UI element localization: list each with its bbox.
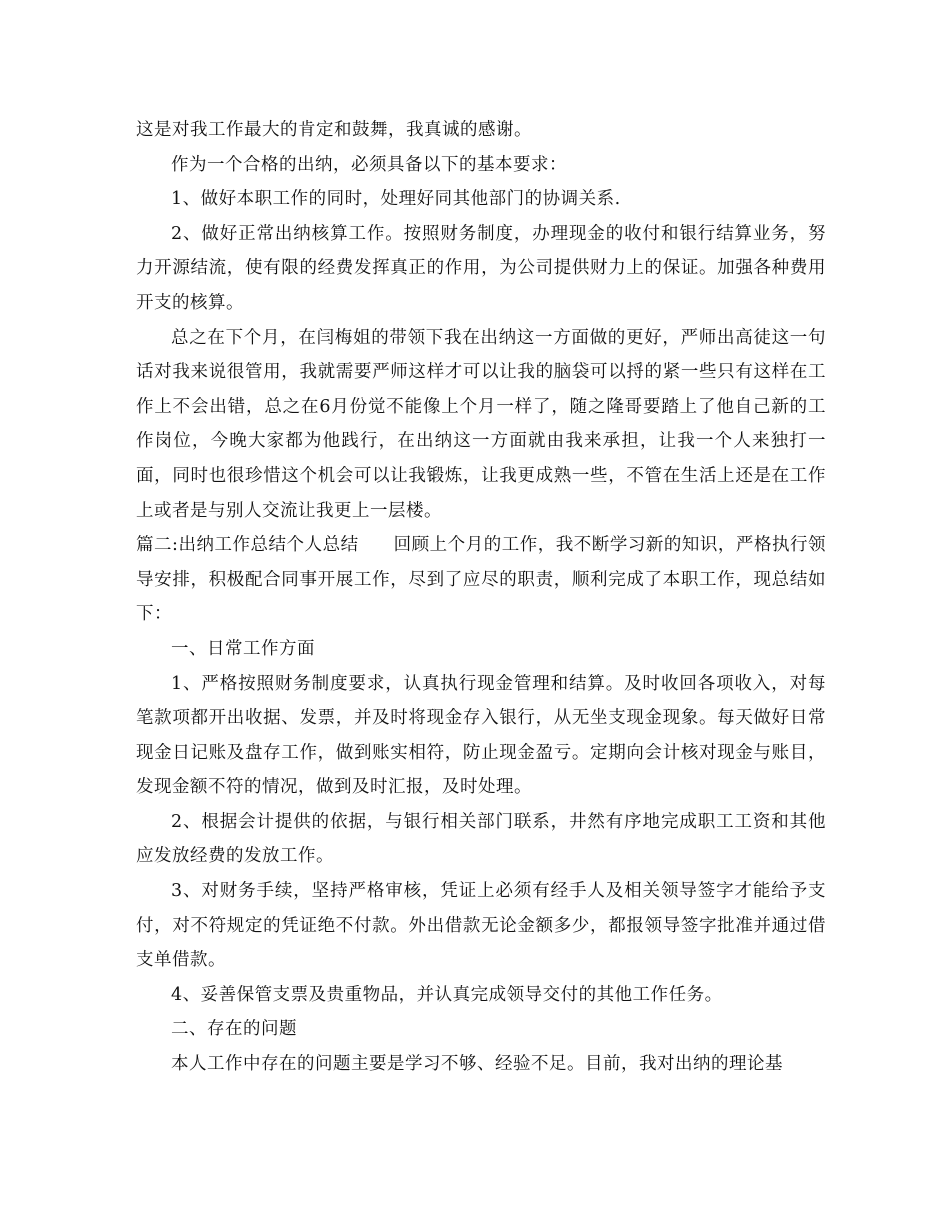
paragraph-daily-2: 2、根据会计提供的依据，与银行相关部门联系，井然有序地完成职工工资和其他应发放经费的发放工作。 bbox=[136, 811, 826, 867]
paragraph-daily-4: 4、妥善保管支票及贵重物品，并认真完成领导交付的其他工作任务。 bbox=[171, 984, 723, 1005]
paragraph-continuation: 这是对我工作最大的肯定和鼓舞，我真诚的感谢。 bbox=[136, 120, 532, 140]
section-title: 篇二:出纳工作总结个人总结 bbox=[136, 535, 359, 556]
paragraph-daily-1: 1、严格按照财务制度要求，认真执行现金管理和结算。及时收回各项收入，对每笔款项都开出收据、发票，并及时将现金存入银行，从无坐支现金现象。每天做好日常现金日记账及盘存工作，做到账实相符，防止现金盈亏。定期向会计核对现金与账目，发现金额不符的情况，做到及时汇报，及时处理。 bbox=[136, 673, 826, 798]
section-two-heading-paragraph bbox=[136, 528, 826, 632]
paragraph-problems: 本人工作中存在的问题主要是学习不够、经验不足。目前，我对出纳的理论基 bbox=[171, 1054, 783, 1075]
paragraph-daily-3: 3、对财务手续，坚持严格审核，凭证上必须有经手人及相关领导签字才能给予支付，对不符规定的凭证绝不付款。外出借款无论金额多少，都报领导签字批准并通过借支单借款。 bbox=[136, 881, 826, 971]
paragraph-requirement-1: 1、做好本职工作的同时，处理好同其他部门的协调关系. bbox=[171, 189, 621, 210]
paragraph-requirement-2: 2、做好正常出纳核算工作。按照财务制度，办理现金的收付和银行结算业务，努力开源结流，使有限的经费发挥真正的作用，为公司提供财力上的保证。加强各种费用开支的核算。 bbox=[136, 223, 826, 313]
paragraph-requirements-intro: 作为一个合格的出纳，必须具备以下的基本要求： bbox=[171, 154, 567, 175]
subheading-problems: 二、存在的问题 bbox=[171, 1019, 297, 1040]
document-body bbox=[136, 113, 826, 1082]
subheading-daily-work: 一、日常工作方面 bbox=[171, 638, 315, 659]
paragraph-summary: 总之在下个月，在闫梅姐的带领下我在出纳这一方面做的更好，严师出高徒这一句话对我来说很管用，我就需要严师这样才可以让我的脑袋可以捋的紧一些只有这样在工作上不会出错，总之在6月份觉不能像上个月一样了，随之隆哥要踏上了他自己新的工作岗位，今晚大家都为他践行，在出纳这一方面就由我来承担，让我一个人来独打一面，同时也很珍惜这个机会可以让我锻炼，让我更成熟一些，不管在生活上还是在工作上或者是与别人交流让我更上一层楼。 bbox=[136, 327, 826, 521]
section-intro: 回顾上个月的工作，我不断学习新的知识，严格执行领导安排，积极配合同事开展工作，尽到了应尽的职责，顺利完成了本职工作，现总结如下： bbox=[136, 535, 826, 625]
